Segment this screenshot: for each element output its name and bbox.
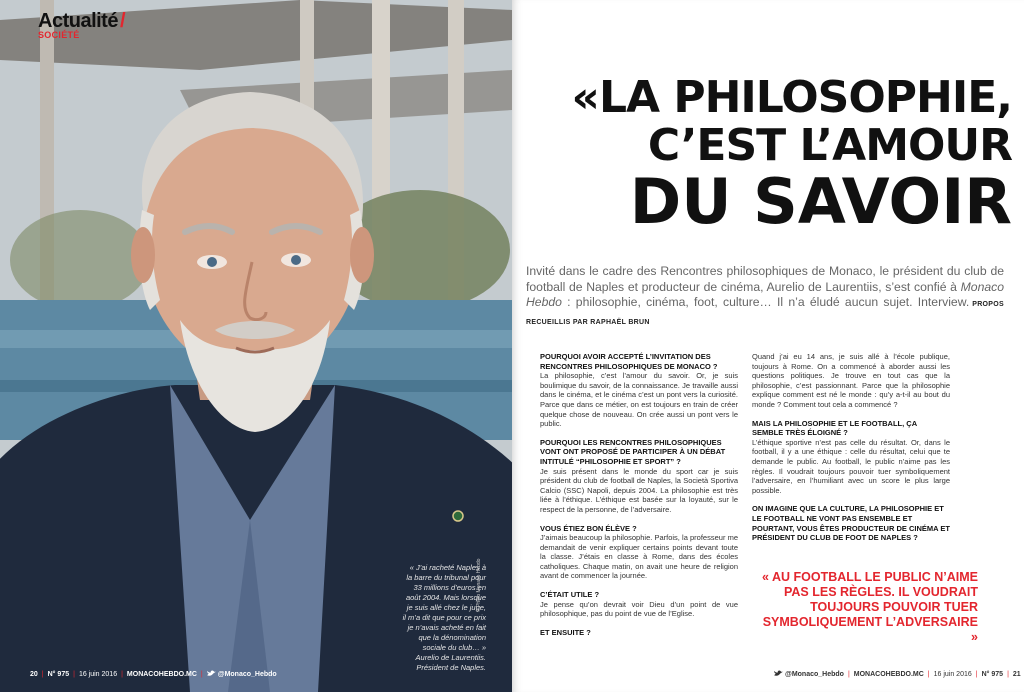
section-title: Actualité	[38, 10, 118, 32]
photo-credit: © Photo Monaco Hebdo	[476, 558, 482, 612]
page-number-right: 21	[1012, 671, 1021, 678]
bird-icon	[207, 670, 216, 677]
bird-icon	[774, 670, 783, 677]
question: MAIS LA PHILOSOPHIE ET LE FOOTBALL, ÇA SEMBLE TRÈS ÉLOIGNÉ ?	[752, 418, 917, 438]
question: POURQUOI LES RENCONTRES PHILOSOPHIQUES VONT ONT PROPOSÉ DE PARTICIPER À UN DÉBAT INTITULÉ “PHILOSOPHIE ET SPORT” ?	[540, 437, 726, 466]
question: C’ÉTAIT UTILE ?	[540, 590, 600, 600]
answer: Je pense qu’on devrait voir Dieu d’un point de vue philosophique, pas du point de vue de l’Eglise.	[540, 599, 738, 619]
issue-date-left: 16 juin 2016	[78, 671, 118, 678]
answer: L’éthique sportive n’est pas celle du résultat. Or, dans le football, il y a une éthique : celle du résultat, celui que te demande le public. Au football, le public n’aime pas les règles. Il voudrait toujours pouvoir tuer symboliquement l’adversaire, en l’humiliant avec un score le plus large possible.	[752, 437, 950, 495]
text-column-1	[540, 352, 738, 646]
intro-paragraph	[526, 264, 1004, 330]
intro-magazine-name: Monaco Hebdo	[526, 279, 1004, 309]
headline	[542, 72, 1012, 238]
answer: Je suis présent dans le monde du sport car je suis président du club de football de Naples, la Società Sportiva Calcio (SSC) Napoli, depuis 2004. La philosophie est très liée à l’éthique. L’éthique est basée sur la loyauté, sur le respect de la personne, de l’adversaire.	[540, 466, 738, 514]
headline-line-3: DU SAVOIR	[629, 165, 1012, 238]
section-slash: /	[119, 10, 126, 32]
footer-left: 20 | N° 975 | 16 juin 2016 | MONACOHEBDO.MC | @Monaco_Hebdo	[30, 671, 277, 678]
intro-text-1: Invité dans le cadre des Rencontres philosophiques de Monaco, le président du club de football de Naples et producteur de cinéma, Aurelio de Laurentiis, s’est confié à	[526, 264, 1004, 294]
headline-line-2: C’EST L’AMOUR	[647, 120, 1012, 171]
page-number-left: 20	[30, 671, 38, 678]
twitter-handle-left[interactable]: @Monaco_Hebdo	[217, 671, 277, 678]
headline-line-1: «LA PHILOSOPHIE,	[571, 72, 1012, 123]
byline: PROPOS RECUEILLIS PAR RAPHAËL BRUN	[526, 301, 1004, 326]
section-header	[38, 10, 126, 40]
photo-caption: « J’ai racheté Naples à la barre du tribunal pour 33 millions d’euros en août 2004. Mais lorsque je suis allé chez le juge, il m’a dit que pour ce prix je n’avais acheté en fait que la dénomination sociale du club… » Aurelio de Laurentiis. Président de Naples.	[402, 562, 486, 672]
question: VOUS ÉTIEZ BON ÉLÈVE ?	[540, 523, 637, 533]
intro-text-2: : philosophie, cinéma, foot, culture… Il n’a éludé aucun sujet. Interview.	[561, 295, 970, 309]
twitter-handle-right[interactable]: @Monaco_Hebdo	[785, 671, 844, 678]
issue-date-right: 16 juin 2016	[933, 671, 972, 678]
answer: La philosophie, c’est l’amour du savoir. Or, je suis boulimique du savoir, de la connaissance. Je travaille aussi dans le cinéma, et le cinéma c’est un pont vers la curiosité. Parce que dans ce métier, on est toujours en train de créer quelque chose de nouveau. On crée aussi un pont vers le public.	[540, 371, 738, 429]
footer-right: @Monaco_Hebdo | MONACOHEBDO.MC | 16 juin 2016 | N° 975 | 21	[774, 670, 1006, 678]
issue-number-right: N° 975	[981, 671, 1004, 678]
section-subtitle: SOCIÉTÉ	[38, 30, 80, 40]
answer: Quand j’ai eu 14 ans, je suis allé à l’école publique, toujours à Rome. On a commencé à aborder aussi les questions politiques. Je trouve en tout cas que la philosophie, c’est passionnant. Parce que la philosophie explique comment est né le monde : qu’y a-t-il au bout du monde ? Comment tout cela a commencé ?	[752, 352, 950, 409]
issue-number-left: N° 975	[47, 671, 70, 678]
right-page	[512, 0, 1024, 692]
answer: J’aimais beaucoup la philosophie. Parfois, la professeur me demandait de venir expliquer certains points devant toute la classe. J’étais en classe à Rome, dans des écoles catholiques. Chaque matin, on avait une heure de religion avant de commencer la journée.	[540, 533, 738, 581]
question: ET ENSUITE ?	[540, 627, 591, 637]
site-link-right[interactable]: MONACOHEBDO.MC	[853, 671, 924, 678]
question: POURQUOI AVOIR ACCEPTÉ L’INVITATION DES RENCONTRES PHILOSOPHIQUES DE MONACO ?	[540, 352, 718, 371]
site-link-left[interactable]: MONACOHEBDO.MC	[126, 671, 197, 678]
text-column-2	[752, 352, 950, 552]
pull-quote: « AU FOOTBALL LE PUBLIC N’AIME PAS LES RÈGLES. IL VOUDRAIT TOUJOURS POUVOIR TUER SYMBOLIQUEMENT L’ADVERSAIRE »	[762, 570, 978, 644]
question: ON IMAGINE QUE LA CULTURE, LA PHILOSOPHIE ET LE FOOTBALL NE VONT PAS ENSEMBLE ET POURTANT, VOUS ÊTES PRODUCTEUR DE CINÉMA ET PRÉSIDENT DU CLUB DE FOOT DE NAPLES ?	[752, 504, 950, 543]
